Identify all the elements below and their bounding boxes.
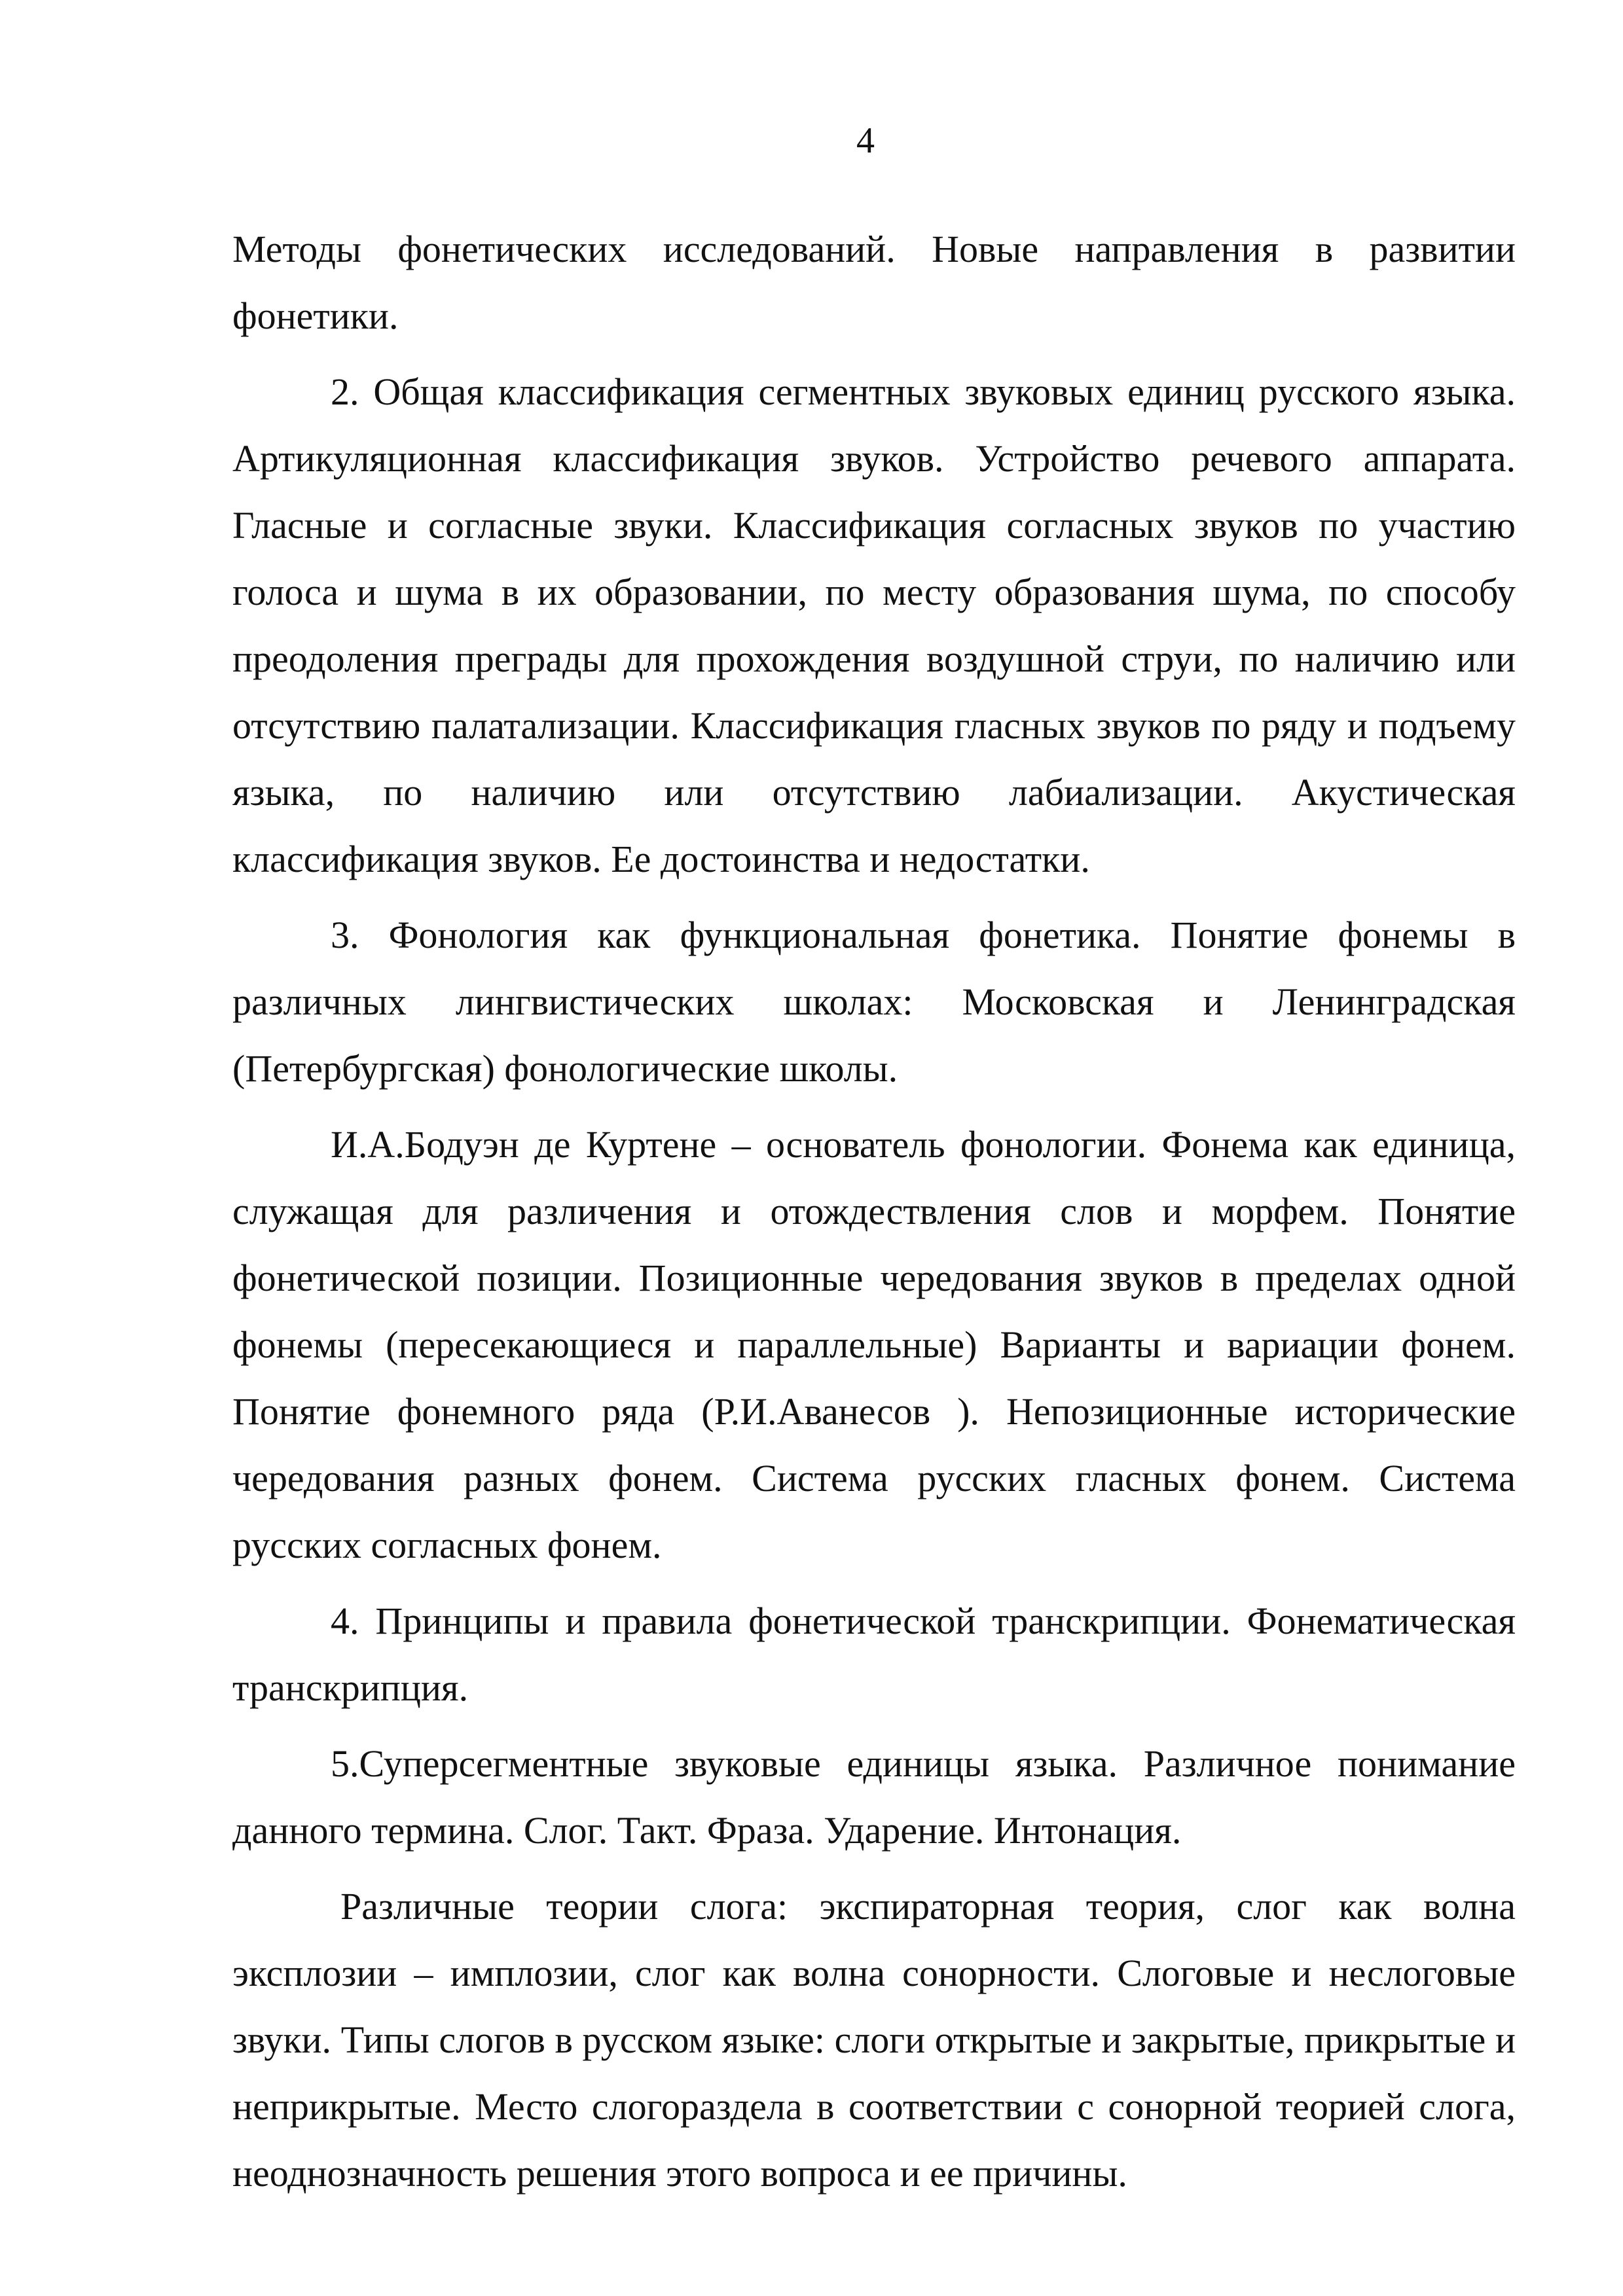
paragraph-baudouin: И.А.Бодуэн де Куртене – основатель фонологии. Фонема как единица, служащая для различения и отождествления слов и морфем. Понятие фонетической позиции. Позиционные чередования звуков в пределах одной фонемы (пересекающиеся и параллельные) Варианты и вариации фонем. Понятие фонемного ряда (Р.И.Аванесов ). Непозиционные исторические чередования разных фонем. Система русских гласных фонем. Система русских согласных фонем. — [232, 1123, 1516, 1566]
paragraph-transcription: 4. Принципы и правила фонетической транскрипции. Фонематическая транскрипция. — [232, 1600, 1516, 1709]
body-text — [232, 216, 1516, 2216]
page-number: 4 — [856, 120, 875, 161]
paragraph-suprasegmental: 5.Суперсегментные звуковые единицы языка. Различное понимание данного термина. Слог. Такт. Фраза. Ударение. Интонация. — [232, 1742, 1516, 1852]
paragraph-segment-classification: 2. Общая классификация сегментных звуковых единиц русского языка. Артикуляционная классификация звуков. Устройство речевого аппарата. Гласные и согласные звуки. Классификация согласных звуков по участию голоса и шума в их образовании, по месту образования шума, по способу преодоления преграды для прохождения воздушной струи, по наличию или отсутствию палатализации. Классификация гласных звуков по ряду и подъему языка, по наличию или отсутствию лабиализации. Акустическая классификация звуков. Ее достоинства и недостатки. — [232, 370, 1516, 880]
paragraph-syllable-theories: Различные теории слога: экспираторная теория, слог как волна эксплозии – имплозии, слог как волна сонорности. Слоговые и неслоговые звуки. Типы слогов в русском языке: слоги открытые и закрытые, прикрытые и неприкрытые. Место слогораздела в соответствии с сонорной теорией слога, неоднозначность решения этого вопроса и ее причины. — [232, 1885, 1516, 2195]
paragraph-methods-continuation: Методы фонетических исследований. Новые направления в развитии фонетики. — [232, 228, 1516, 337]
paragraph-phonology: 3. Фонология как функциональная фонетика. Понятие фонемы в различных лингвистических школах: Московская и Ленинградская (Петербургская) фонологические школы. — [232, 914, 1516, 1090]
